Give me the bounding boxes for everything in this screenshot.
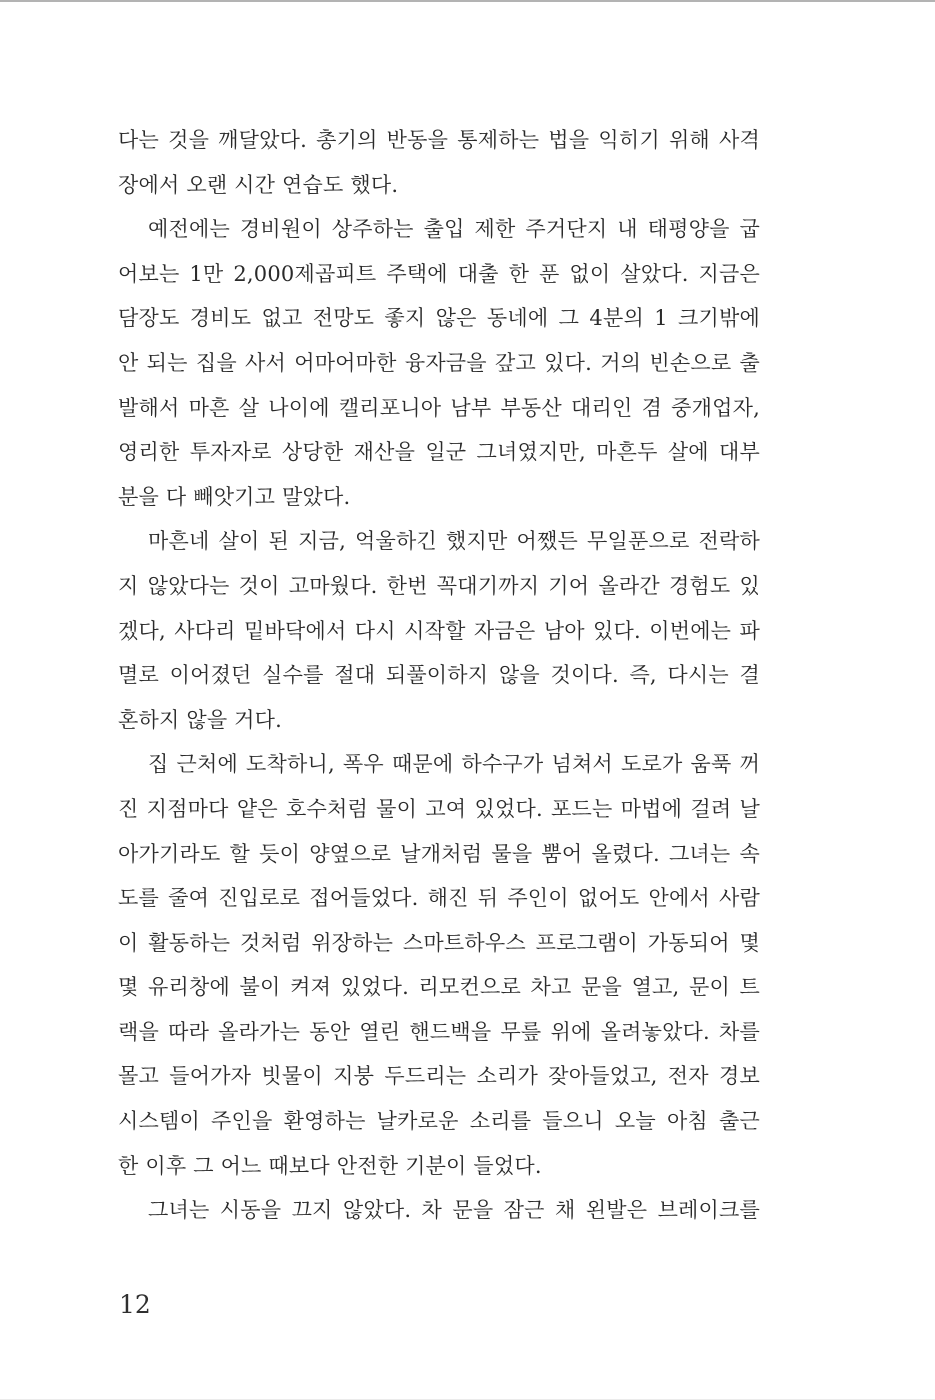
text-line: 한 이후 그 어느 때보다 안전한 기분이 들었다. [118,1153,542,1178]
scan-top-edge-line [0,0,935,2]
text-line: 발해서 마흔 살 나이에 캘리포니아 남부 부동산 대리인 겸 중개업자, [118,395,760,420]
text-line: 랙을 따라 올라가는 동안 열린 핸드백을 무릎 위에 올려놓았다. 차를 [118,1019,760,1044]
text-line: 영리한 투자자로 상당한 재산을 일군 그녀였지만, 마흔두 살에 대부 [118,440,760,465]
text-line: 다는 것을 깨달았다. 총기의 반동을 통제하는 법을 익히기 위해 사격 [118,128,760,152]
text-line: 마흔네 살이 된 지금, 억울하긴 했지만 어쨌든 무일푼으로 전락하 [148,529,760,554]
text-line: 멸로 이어졌던 실수를 절대 되풀이하지 않을 것이다. 즉, 다시는 결 [118,663,760,688]
text-line: 몇 유리창에 불이 켜져 있었다. 리모컨으로 차고 문을 열고, 문이 트 [118,975,760,1000]
text-line: 예전에는 경비원이 상주하는 출입 제한 주거단지 내 태평양을 굽 [148,217,760,242]
text-line: 진 지점마다 얕은 호수처럼 물이 고여 있었다. 포드는 마법에 걸려 날 [118,796,760,821]
text-line: 분을 다 빼앗기고 말았다. [118,484,351,509]
text-line: 그녀는 시동을 끄지 않았다. 차 문을 잠근 채 왼발은 브레이크를 [148,1198,760,1223]
body-text-block [118,118,760,1233]
text-line: 이 활동하는 것처럼 위장하는 스마트하우스 프로그램이 가동되어 몇 [118,930,760,955]
text-line: 시스템이 주인을 환영하는 날카로운 소리를 들으니 오늘 아침 출근 [118,1109,760,1134]
text-line: 장에서 오랜 시간 연습도 했다. [118,172,399,197]
text-line: 안 되는 집을 사서 어마어마한 융자금을 갚고 있다. 거의 빈손으로 출 [118,350,760,375]
text-line: 어보는 1만 2,000제곱피트 주택에 대출 한 푼 없이 살았다. 지금은 [118,261,760,286]
text-line: 도를 줄여 진입로로 접어들었다. 해진 뒤 주인이 없어도 안에서 사람 [118,886,760,911]
text-line: 몰고 들어가자 빗물이 지붕 두드리는 소리가 잦아들었고, 전자 경보 [118,1064,760,1089]
text-line: 겠다, 사다리 밑바닥에서 다시 시작할 자금은 남아 있다. 이번에는 파 [118,618,760,643]
text-line: 담장도 경비도 없고 전망도 좋지 않은 동네에 그 4분의 1 크기밖에 [118,306,760,331]
text-line: 지 않았다는 것이 고마웠다. 한번 꼭대기까지 기어 올라간 경험도 있 [118,573,760,598]
text-line: 집 근처에 도착하니, 폭우 때문에 하수구가 넘쳐서 도로가 움푹 꺼 [148,752,760,777]
text-line: 아가기라도 할 듯이 양옆으로 날개처럼 물을 뿜어 올렸다. 그녀는 속 [118,841,760,866]
page-number: 12 [119,1290,151,1319]
text-line: 혼하지 않을 거다. [118,707,283,732]
